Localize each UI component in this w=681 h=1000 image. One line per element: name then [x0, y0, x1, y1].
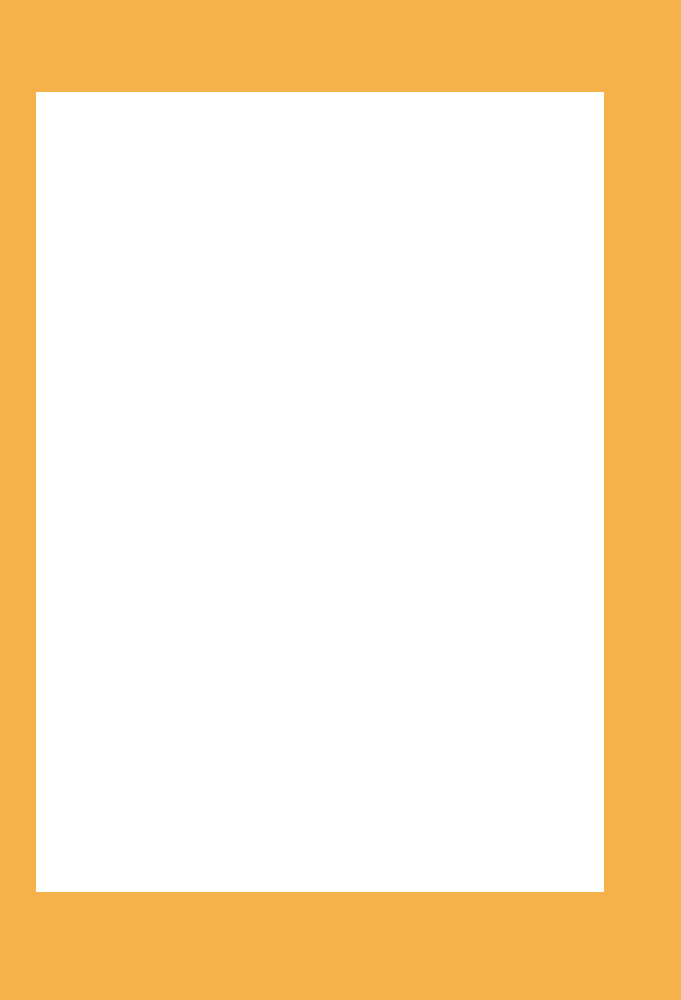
content-page	[36, 92, 604, 892]
